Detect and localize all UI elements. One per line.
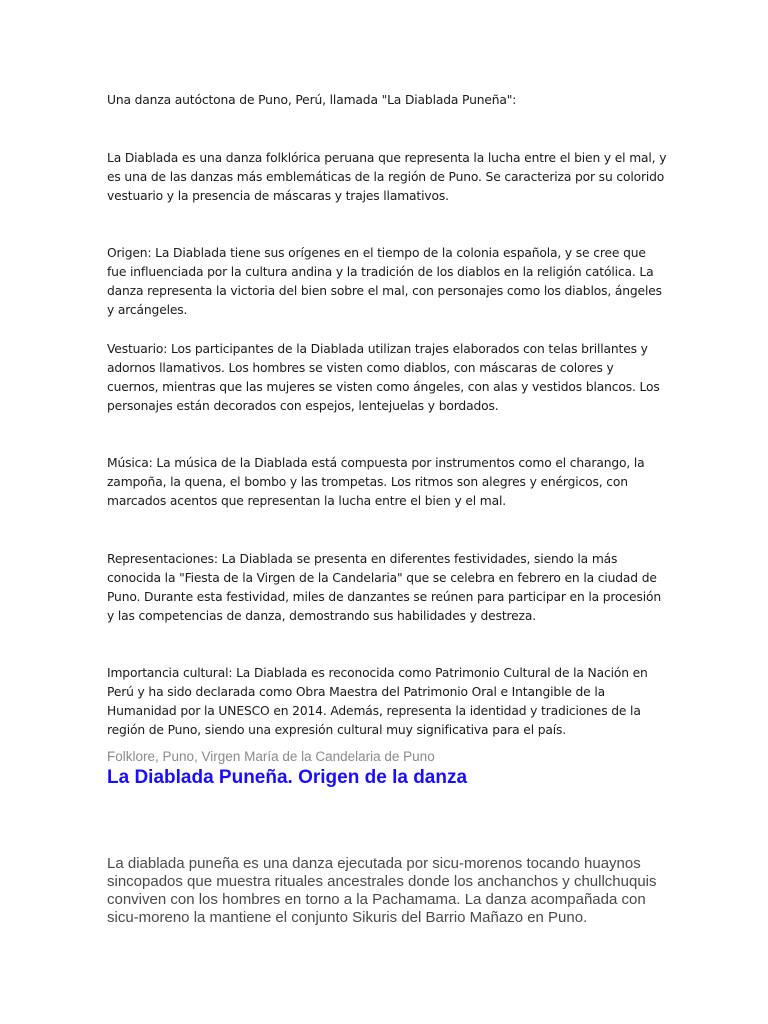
paragraph-vestuario: Vestuario: Los participantes de la Diablada utilizan trajes elaborados con telas brillantes y adornos llamativos. Los hombres se visten como diablos, con máscaras de colores y cuernos, mientras que las mujeres se visten como ángeles, con alas y vestidos blancos. Los personajes están decorados con espejos, lentejuelas y bordados.: [107, 342, 660, 413]
paragraph-origen: Origen: La Diablada tiene sus orígenes en el tiempo de la colonia española, y se cree que fue influenciada por la cultura andina y la tradición de los diablos en la religión católica. La danza representa la victoria del bien sobre el mal, con personajes como los diablos, ángeles y arcángeles.: [107, 246, 662, 317]
paragraph-importancia-cultural: Importancia cultural: La Diablada es reconocida como Patrimonio Cultural de la Nación en Perú y ha sido declarada como Obra Maestra del Patrimonio Oral e Intangible de la Humanidad por la UNESCO en 2014. Además, representa la identidad y tradiciones de la región de Puno, siendo una expresión cultural muy significativa para el país.: [107, 666, 648, 737]
article-lead: La diablada puneña es una danza ejecutada por sicu-morenos tocando huaynos sincopados que muestra rituales ancestrales donde los anchanchos y chullchuquis conviven con los hombres en torno a la Pachamama. La danza acompañada con sicu-moreno la mantiene el conjunto Sikuris del Barrio Mañazo en Puno.: [107, 855, 657, 926]
paragraph-musica: Música: La música de la Diablada está compuesta por instrumentos como el charango, la zampoña, la quena, el bombo y las trompetas. Los ritmos son alegres y enérgicos, con marcados acentos que representan la lucha entre el bien y el mal.: [107, 456, 645, 508]
paragraph-description: La Diablada es una danza folklórica peruana que representa la lucha entre el bien y el mal, y es una de las danzas más emblemáticas de la región de Puno. Se caracteriza por su colorido vestuario y la presencia de máscaras y trajes llamativos.: [107, 151, 667, 203]
article-title-link[interactable]: La Diablada Puneña. Origen de la danza: [107, 767, 468, 788]
paragraph-representaciones: Representaciones: La Diablada se presenta en diferentes festividades, siendo la más conocida la "Fiesta de la Virgen de la Candelaria" que se celebra en febrero en la ciudad de Puno. Durante esta festividad, miles de danzantes se reúnen para participar en la procesión y las competencias de danza, demostrando sus habilidades y destreza.: [107, 552, 661, 623]
intro-paragraph: Una danza autóctona de Puno, Perú, llamada "La Diablada Puneña":: [107, 93, 517, 107]
article-tags[interactable]: Folklore, Puno, Virgen María de la Candelaria de Puno: [107, 749, 435, 764]
